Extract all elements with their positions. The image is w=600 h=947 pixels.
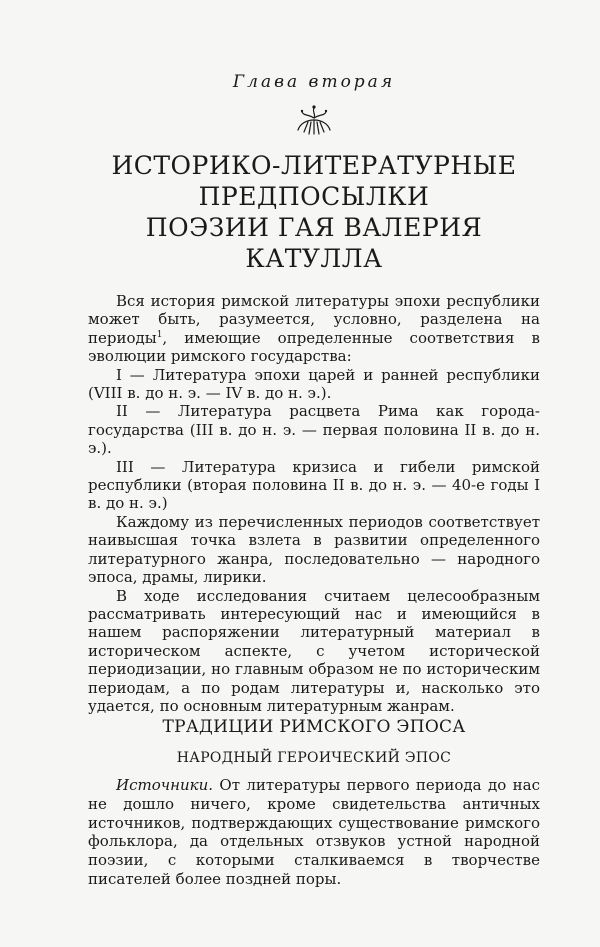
sources-text: От литературы первого периода до нас не дошло ничего, кроме свидетельства античных источников, подтверждающих существование римского фольклора, да отдельных отзвуков устной народной поэзии, с которыми сталкиваемся в творчестве писателей более поздней поры. (88, 776, 540, 888)
paragraph-period-1: I — Литература эпохи царей и ранней республики (VIII в. до н. э. — IV в. до н. э.). (88, 365, 540, 403)
sources-lead: Источники. (116, 776, 213, 794)
paragraph-method: В ходе исследования считаем целесообразным рассматривать интересующий нас и имеющийся в нашем распоряжении литературный материал в историческом аспекте, с учетом исторической периодизации, но главным образом не по историческим периодам, а по родам литературы и, насколько это удается, по основным литературным жанрам. (88, 586, 540, 715)
section-subheading: НАРОДНЫЙ ГЕРОИЧЕСКИЙ ЭПОС (176, 750, 452, 766)
paragraph-period-3: III — Литература кризиса и гибели римской республики (вторая половина II в. до н. э. — 40-е годы I в. до н. э.) (88, 457, 540, 513)
paragraph-periods-intro: Вся история римской литературы эпохи республики может быть, разумеется, условно, разделена на периоды$^1$, имеющие определенные соответствия в эволюции римского государства: (88, 292, 540, 366)
chapter-label: Глава вторая (232, 72, 396, 92)
title-line: ПРЕДПОСЫЛКИ (198, 182, 430, 211)
title-line: ИСТОРИКО-ЛИТЕРАТУРНЫЕ (111, 151, 517, 180)
paragraph-sources (88, 776, 540, 889)
chapter-title (88, 150, 540, 274)
title-line: ПОЭЗИИ ГАЯ ВАЛЕРИЯ КАТУЛЛА (145, 213, 483, 273)
section-heading: ТРАДИЦИИ РИМСКОГО ЭПОСА (162, 717, 466, 737)
paragraph-genres: Каждому из перечисленных периодов соответствует наивысшая точка взлета в развитии определенного литературного жанра, последовательно — народного эпоса, драмы, лирики. (88, 512, 540, 587)
paragraph-period-2: II — Литература расцвета Рима как города-государства (III в. до н. э. — первая половина II в. до н. э.). (88, 402, 540, 458)
floral-ornament-icon (294, 104, 334, 140)
footnote-ref[interactable]: 1 (156, 329, 163, 340)
intro-text (88, 292, 540, 715)
book-page (88, 0, 540, 947)
